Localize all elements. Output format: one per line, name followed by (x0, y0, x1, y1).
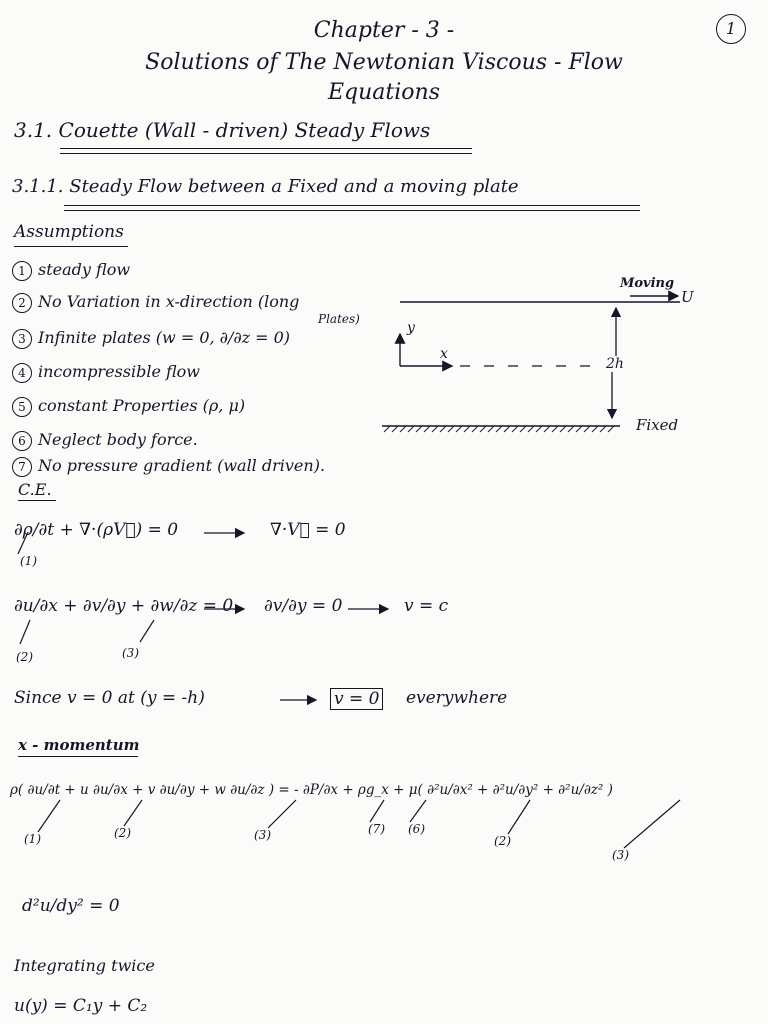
term-dw-dz: ∂w/∂z (150, 596, 198, 616)
assumption-number: 2 (12, 293, 32, 313)
chapter-label: Chapter - 3 - (313, 18, 455, 43)
gap-label: 2h (606, 356, 624, 372)
fixed-label: Fixed (636, 416, 679, 434)
v-zero-box: v = 0 (330, 688, 383, 710)
since-everywhere: everywhere (406, 688, 508, 708)
velocity-solution: u(y) = C₁y + C₂ (14, 996, 148, 1016)
continuity-simplified: ∇·V⃗ = 0 (270, 520, 346, 540)
xmom-tag: (2) (114, 826, 131, 840)
page-number: 1 (716, 14, 746, 44)
assumption-2-continuation: Plates) (318, 312, 360, 326)
assumption-text: steady flow (38, 260, 131, 279)
xmom-tag: (7) (368, 822, 385, 836)
velocity-label: U (681, 288, 694, 306)
assumption-text: No pressure gradient (wall driven). (38, 456, 326, 475)
v-constant: v = c (404, 596, 449, 616)
eq2-tag-a: (2) (16, 650, 33, 664)
assumption-text: No Variation in x-direction (long (38, 292, 300, 311)
assumption-number: 3 (12, 329, 32, 349)
assumption-text: incompressible flow (38, 362, 200, 381)
term-dv-dy: ∂v/∂y (82, 596, 126, 616)
page-title: Solutions of The Newtonian Viscous - Flow (145, 50, 623, 75)
ode-result: d²u/dy² = 0 (22, 896, 120, 916)
eq1-tag: (1) (20, 554, 37, 568)
eq2-tag-b: (3) (122, 646, 139, 660)
section-title: 3.1. Couette (Wall - driven) Steady Flows (14, 118, 431, 142)
since-statement: Since v = 0 at (y = -h) (14, 688, 205, 708)
xmom-tag: (2) (494, 834, 511, 848)
xmom-tag: (3) (254, 828, 271, 842)
assumption-number: 1 (12, 261, 32, 281)
assumption-number: 4 (12, 363, 32, 383)
assumption-text: constant Properties (ρ, μ) (38, 396, 246, 415)
continuity-equation: ∂ρ/∂t + ∇·(ρV⃗) = 0 (14, 520, 179, 540)
xmom-tag: (6) (408, 822, 425, 836)
x-momentum-equation: ρ( ∂u/∂t + u ∂u/∂x + v ∂u/∂y + w ∂u/∂z ) = - ∂P/∂x + ρg_x + μ( ∂²u/∂x² + ∂²u/∂y² + ∂²u/∂z² ) (10, 782, 613, 798)
xmom-tag: (1) (24, 832, 41, 846)
assumptions-heading: Assumptions (14, 222, 124, 242)
assumption-text: Infinite plates (w = 0, ∂/∂z = 0) (38, 328, 291, 347)
continuity-expanded: ∂u/∂x + ∂v/∂y + ∂w/∂z = 0 (14, 596, 234, 616)
xmom-tag: (3) (612, 848, 629, 862)
x-axis-label: x (440, 346, 448, 362)
assumption-text: Neglect body force. (38, 430, 198, 449)
y-axis-label: y (407, 320, 415, 336)
term-du-dx: ∂u/∂x (14, 596, 58, 616)
x-momentum-heading: x - momentum (18, 736, 140, 754)
page-title-cont: Equations (327, 80, 440, 105)
subsection-title: 3.1.1. Steady Flow between a Fixed and a moving plate (12, 176, 519, 197)
dv-dy-zero: ∂v/∂y = 0 (264, 596, 343, 616)
ce-heading: C.E. (18, 480, 52, 499)
assumption-number: 5 (12, 397, 32, 417)
assumption-number: 6 (12, 431, 32, 451)
assumption-number: 7 (12, 457, 32, 477)
integrating-text: Integrating twice (14, 956, 155, 975)
moving-label: Moving (620, 276, 675, 291)
